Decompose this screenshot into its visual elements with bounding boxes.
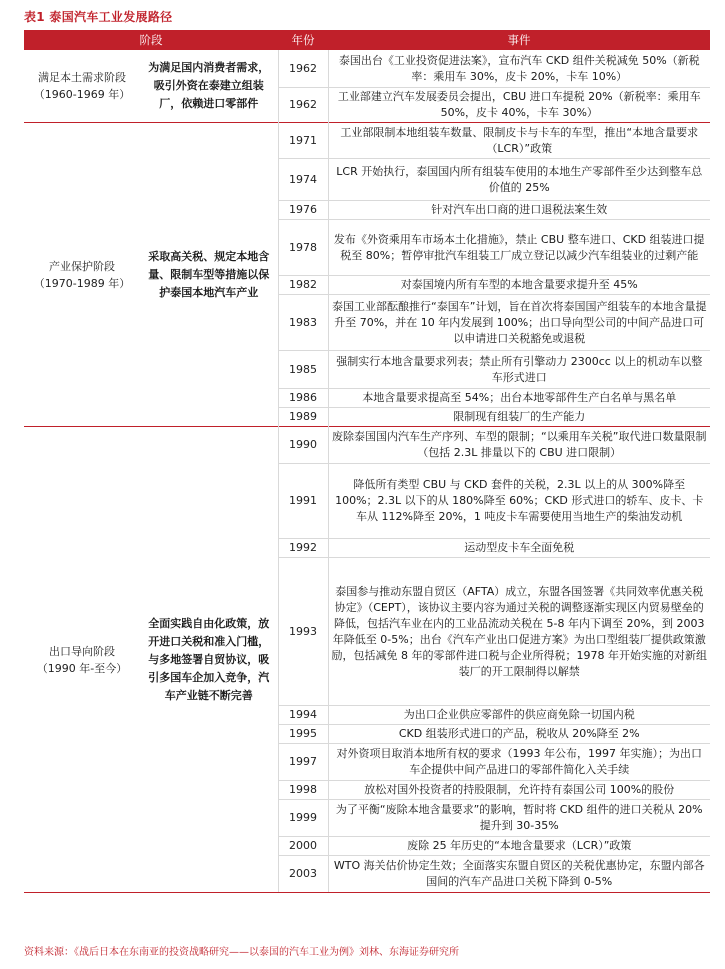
year-cell: 2000 bbox=[278, 837, 328, 856]
event-cell: 对外资项目取消本地所有权的要求（1993 年公布，1997 年实施）；为出口车企提供中间产品进口的零部件简化入关手续 bbox=[328, 744, 710, 781]
development-path-table bbox=[24, 30, 710, 893]
table-row bbox=[24, 427, 710, 464]
year-cell: 1999 bbox=[278, 800, 328, 837]
year-cell: 1998 bbox=[278, 781, 328, 800]
policy-cell: 全面实践自由化政策，放开进口关税和准入门槛，与多地签署自贸协议，吸引多国车企加入竞争，汽车产业链不断完善 bbox=[140, 427, 278, 893]
stage-name: 满足本土需求阶段 bbox=[38, 71, 126, 84]
event-cell: 工业部限制本地组装车数量、限制皮卡与卡车的车型，推出“本地含量要求（LCR）”政策 bbox=[328, 123, 710, 159]
stage-period: （1960-1969 年） bbox=[33, 88, 131, 101]
event-cell: 运动型皮卡车全面免税 bbox=[328, 539, 710, 558]
year-cell: 1992 bbox=[278, 539, 328, 558]
year-cell: 1990 bbox=[278, 427, 328, 464]
event-cell: 为了平衡“废除本地含量要求”的影响，暂时将 CKD 组件的进口关税从 20%提升到 30-35% bbox=[328, 800, 710, 837]
year-cell: 1982 bbox=[278, 276, 328, 295]
stage-period: （1970-1989 年） bbox=[33, 276, 131, 290]
event-cell: 泰国参与推动东盟自贸区（AFTA）成立，东盟各国签署《共同效率优惠关税协定》（CEPT），该协议主要内容为通过关税的调整逐渐实现区内贸易壁垒的降低，包括汽车业在内的工业品流动关税在 5-8 年内下调至 20%，到 2003 年降低至 0-5%；出台《汽车产业出口促进方案》为出口型组装厂提供政策激励，包括减免 8 年的零部件进口税与企业所得税；1978 年开始实施的对新组装厂的开工限制得以解禁 bbox=[328, 558, 710, 706]
table-body bbox=[24, 50, 710, 893]
event-cell: 工业部建立汽车发展委员会提出，CBU 进口车提税 20%（新税率：乘用车 50%，皮卡 40%，卡车 30%） bbox=[328, 88, 710, 123]
year-cell: 1962 bbox=[278, 88, 328, 123]
header-stage: 阶段 bbox=[24, 30, 278, 50]
year-cell: 1997 bbox=[278, 744, 328, 781]
source-note: 资料来源：《战后日本在东南亚的投资战略研究——以泰国的汽车工业为例》刘林、东海证券研究所 bbox=[24, 947, 459, 958]
header-event: 事件 bbox=[328, 30, 710, 50]
year-cell: 1983 bbox=[278, 295, 328, 351]
header-year: 年份 bbox=[278, 30, 328, 50]
event-cell: 对泰国境内所有车型的本地含量要求提升至 45% bbox=[328, 276, 710, 295]
event-cell: 为出口企业供应零部件的供应商免除一切国内税 bbox=[328, 706, 710, 725]
event-cell: 针对汽车出口商的进口退税法案生效 bbox=[328, 201, 710, 220]
year-cell: 1995 bbox=[278, 725, 328, 744]
year-cell: 1978 bbox=[278, 220, 328, 276]
year-cell: 1974 bbox=[278, 159, 328, 201]
event-cell: 泰国工业部酝酿推行“泰国车”计划，旨在首次将泰国国产组装车的本地含量提升至 70%，并在 10 年内发展到 100%；出口导向型公司的中间产品进口可以申请进口关税豁免或退税 bbox=[328, 295, 710, 351]
year-cell: 1989 bbox=[278, 408, 328, 427]
event-cell: 降低所有类型 CBU 与 CKD 套件的关税，2.3L 以上的从 300%降至 100%；2.3L 以下的从 180%降至 60%；CKD 形式进口的轿车、皮卡、卡车从 112%降至 20%，1 吨皮卡车需要使用当地生产的柴油发动机 bbox=[328, 464, 710, 539]
event-cell: CKD 组装形式进口的产品，税收从 20%降至 2% bbox=[328, 725, 710, 744]
policy-cell: 为满足国内消费者需求，吸引外资在泰建立组装厂，依赖进口零部件 bbox=[140, 50, 278, 123]
year-cell: 1976 bbox=[278, 201, 328, 220]
event-cell: 废除泰国国内汽车生产序列、车型的限制；“以乘用车关税”取代进口数量限制（包括 2.3L 排量以下的 CBU 进口限制） bbox=[328, 427, 710, 464]
year-cell: 1994 bbox=[278, 706, 328, 725]
event-cell: 本地含量要求提高至 54%；出台本地零部件生产白名单与黑名单 bbox=[328, 389, 710, 408]
event-cell: LCR 开始执行，泰国国内所有组装车使用的本地生产零部件至少达到整车总价值的 25% bbox=[328, 159, 710, 201]
event-cell: 放松对国外投资者的持股限制，允许持有泰国公司 100%的股份 bbox=[328, 781, 710, 800]
year-cell: 1986 bbox=[278, 389, 328, 408]
stage-cell bbox=[24, 50, 140, 123]
table-row bbox=[24, 123, 710, 159]
year-cell: 1993 bbox=[278, 558, 328, 706]
year-cell: 1962 bbox=[278, 50, 328, 88]
policy-cell: 采取高关税、规定本地含量、限制车型等措施以保护泰国本地汽车产业 bbox=[140, 123, 278, 427]
table-title: 表1 泰国汽车工业发展路径 bbox=[24, 10, 173, 24]
header-row bbox=[24, 30, 710, 50]
event-cell: 限制现有组装厂的生产能力 bbox=[328, 408, 710, 427]
event-cell: 发布《外资乘用车市场本土化措施》，禁止 CBU 整车进口、CKD 组装进口提税至 80%；暂停审批汽车组装工厂成立登记以减少汽车组装业的过剩产能 bbox=[328, 220, 710, 276]
stage-name: 出口导向阶段 bbox=[49, 644, 115, 658]
year-cell: 1971 bbox=[278, 123, 328, 159]
event-cell: 废除 25 年历史的“本地含量要求（LCR）”政策 bbox=[328, 837, 710, 856]
event-cell: 强制实行本地含量要求列表；禁止所有引擎动力 2300cc 以上的机动车以整车形式进口 bbox=[328, 351, 710, 389]
stage-period: （1990 年-至今） bbox=[36, 661, 128, 675]
table-row bbox=[24, 50, 710, 88]
stage-cell bbox=[24, 123, 140, 427]
stage-name: 产业保护阶段 bbox=[49, 259, 115, 273]
stage-cell bbox=[24, 427, 140, 893]
year-cell: 1985 bbox=[278, 351, 328, 389]
event-cell: 泰国出台《工业投资促进法案》，宣布汽车 CKD 组件关税减免 50%（新税率：乘用车 30%，皮卡 20%，卡车 10%） bbox=[328, 50, 710, 88]
year-cell: 2003 bbox=[278, 856, 328, 893]
event-cell: WTO 海关估价协定生效；全面落实东盟自贸区的关税优惠协定，东盟内部各国间的汽车产品进口关税下降到 0-5% bbox=[328, 856, 710, 893]
year-cell: 1991 bbox=[278, 464, 328, 539]
